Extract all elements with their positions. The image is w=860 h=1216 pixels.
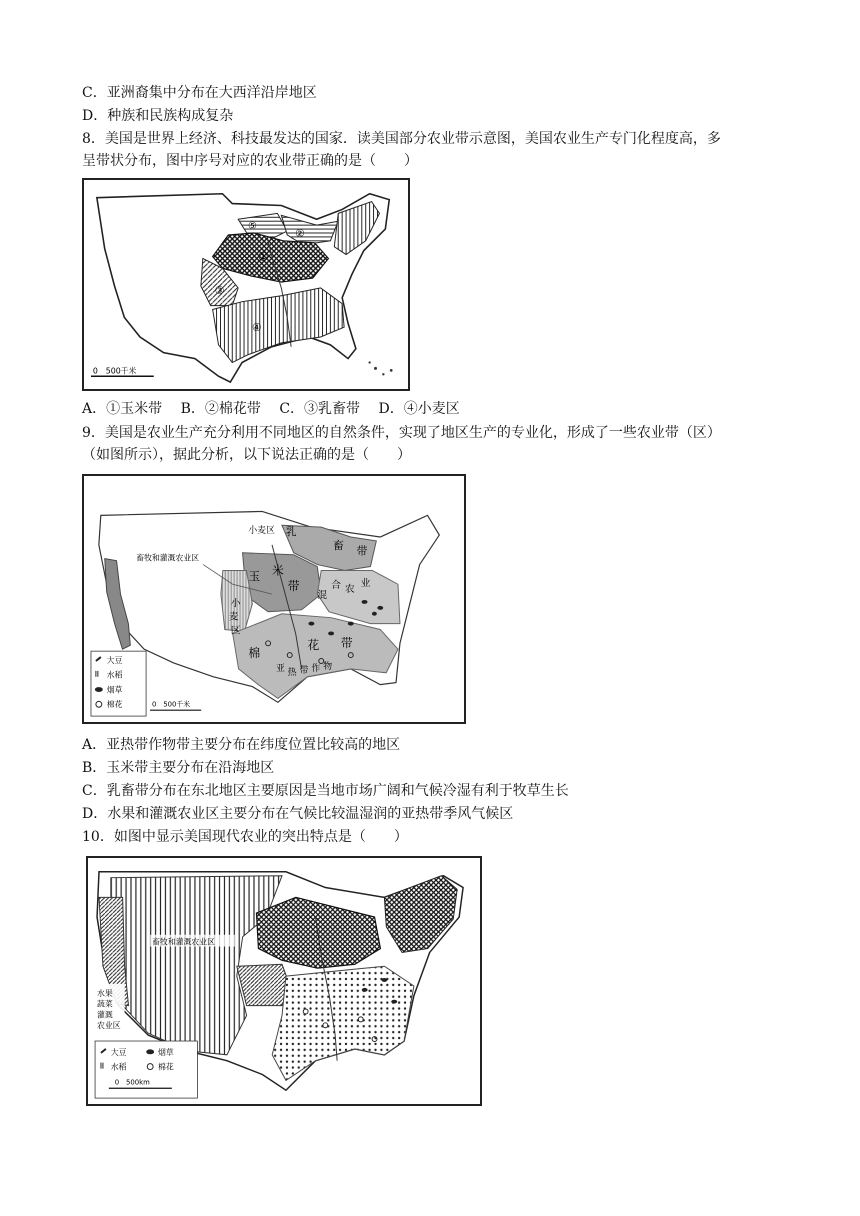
q10-map-svg: [88, 858, 480, 1104]
q9-label-hun: 混: [317, 590, 328, 602]
q8-islands: [368, 361, 392, 375]
q8-option-a[interactable]: A．①玉米带: [82, 401, 163, 417]
q9-legend-cotton: 棉花: [106, 700, 123, 710]
q9-legend-rice: 水稻: [106, 670, 123, 680]
q10-label-ranch: 畜牧和灌溉农业区: [152, 937, 216, 947]
q9-label-he: 合: [331, 580, 341, 592]
q10-label-irrigation: 灌溉: [97, 1010, 113, 1020]
q9-label-ru: 乳: [285, 525, 297, 539]
q9-map-svg: [84, 476, 464, 722]
q8-label-2: ②: [295, 226, 305, 240]
q8-option-c[interactable]: C．③乳畜带: [279, 401, 361, 417]
q9-agriculture-belt-map: [82, 474, 466, 724]
q9-label-xu: 畜: [333, 538, 344, 552]
q10-legend-rice: 水稻: [110, 1062, 127, 1072]
q9-label-dai2: 带: [287, 579, 300, 594]
q8-scale-text: 0 500千米: [92, 366, 137, 376]
q8-label-4: ④: [251, 321, 262, 335]
q9-label-ya: 亚: [275, 663, 285, 674]
q8-label-1: ①: [257, 249, 269, 264]
q9-label-mian: 棉: [248, 646, 261, 661]
q9-label-zuo: 作: [311, 663, 321, 674]
q9-scale-text: 0 500千米: [151, 700, 191, 709]
q8-option-d[interactable]: D．④小麦区: [378, 401, 460, 417]
option-d-prev: D．种族和民族构成复杂: [82, 108, 234, 124]
q8-agriculture-belt-map: [82, 178, 410, 391]
q8-label-5: ⑤: [247, 221, 257, 233]
q10-legend-tobacco-icon: [146, 1049, 154, 1054]
q8-stem-line2: 呈带状分布，图中序号对应的农业带正确的是（ ）: [82, 153, 418, 169]
q9-stem-line2: （如图所示），据此分析，以下说法正确的是（ ）: [82, 447, 411, 463]
q10-zone-northeast: [384, 876, 457, 953]
q9-label-yu: 玉: [248, 569, 261, 584]
q9-label-wu: 物: [323, 661, 333, 672]
q8-map-svg: [84, 180, 408, 389]
q10-scale-text: 0 500km: [114, 1078, 150, 1087]
q9-legend-tobacco: 烟草: [106, 685, 123, 695]
q9-label-dai1: 带: [356, 544, 368, 558]
q8-zone-2: [281, 215, 338, 244]
q9-label-xiao: 小: [230, 597, 241, 609]
q9-label-dai3: 带: [340, 636, 353, 651]
q9-legend-soybean: 大豆: [106, 655, 123, 665]
q9-label-wheat-north: 小麦区: [248, 526, 275, 537]
q9-label-hua: 花: [307, 638, 320, 653]
q9-label-dai4: 带: [299, 665, 309, 676]
q9-option-c[interactable]: C．乳畜带分布在东北地区主要原因是当地市场广阔和气候冷湿有利于牧草生长: [82, 783, 569, 799]
q9-label-nong: 农: [344, 584, 355, 596]
q9-label-qu: 区: [230, 625, 241, 637]
q9-option-b[interactable]: B．玉米带主要分布在沿海地区: [82, 760, 275, 776]
q8-stem-line1: 8．美国是世界上经济、科技最发达的国家．读美国部分农业带示意图，美国农业生产专门化程度高，多: [82, 131, 721, 147]
q8-label-3: ③: [214, 283, 225, 297]
q9-label-re: 热: [287, 667, 297, 678]
q10-label-fruit: 水果: [97, 988, 113, 998]
q10-stem: 10．如图中显示美国现代农业的突出特点是（ ）: [82, 829, 408, 845]
q9-label-mi: 米: [272, 563, 284, 578]
q8-options: [82, 399, 474, 419]
q9-label-ye: 业: [360, 578, 371, 590]
q10-legend-cotton: 棉花: [158, 1062, 174, 1072]
option-c-prev: C．亚洲裔集中分布在大西洋沿岸地区: [82, 85, 317, 101]
q10-zone-wheat: [237, 964, 290, 1005]
q10-label-agri: 农业区: [97, 1021, 121, 1031]
q9-option-d[interactable]: D．水果和灌溉农业区主要分布在气候比较温湿润的亚热带季风气候区: [82, 806, 514, 822]
q9-label-ranch: 畜牧和灌溉农业区: [136, 553, 200, 563]
q10-agriculture-map: [86, 856, 482, 1106]
q8-option-b[interactable]: B．②棉花带: [180, 401, 261, 417]
q10-label-veg: 蔬菜: [97, 999, 113, 1009]
q10-zone-south: [272, 966, 414, 1080]
q9-option-a[interactable]: A．亚热带作物带主要分布在纬度位置比较高的地区: [82, 737, 401, 753]
q9-label-mai: 麦: [228, 611, 239, 623]
q10-legend-soybean: 大豆: [110, 1047, 127, 1057]
q10-legend-tobacco: 烟草: [158, 1047, 174, 1057]
q9-legend-tobacco-icon: [95, 687, 103, 692]
q9-stem-line1: 9．美国是农业生产充分利用不同地区的自然条件，实现了地区生产的专业化，形成了一些农业带（区）: [82, 425, 721, 441]
